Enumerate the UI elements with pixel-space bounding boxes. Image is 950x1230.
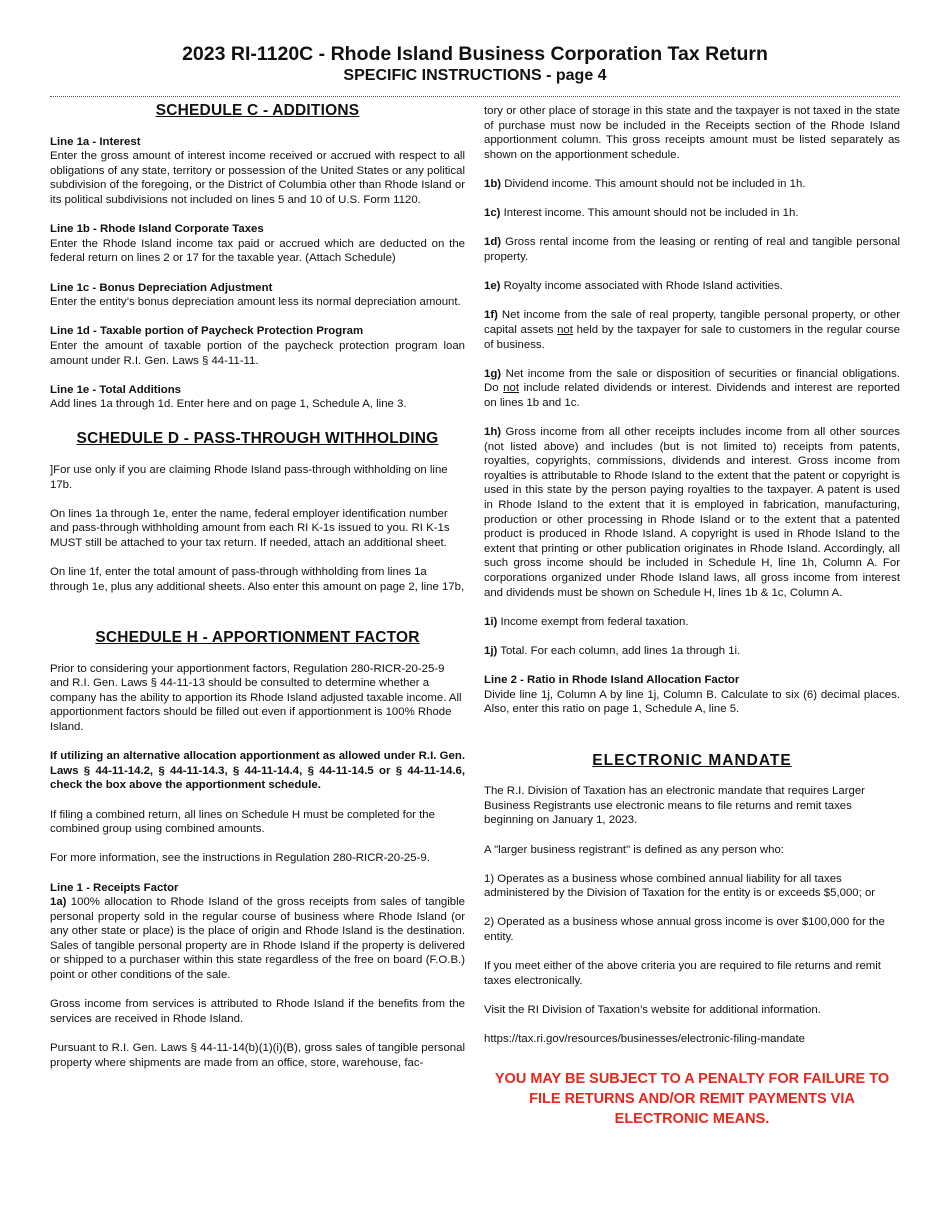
line-1g-net-income-securities: 1g) Net income from the sale or disposition of securities or financial obligations. Do not include related dividends or interest. Dividends and interest are reported on lines 1b and 1c. [484, 367, 901, 409]
line-2-ratio: Line 2 - Ratio in Rhode Island Allocation Factor Divide line 1j, Column A by line 1j, Column B. Calculate to six (6) decimal places. Also, enter this ratio on page 1, Schedule A, line 5. [484, 674, 900, 716]
dotted-divider [50, 96, 900, 97]
schedule-d-para-2: On lines 1a through 1e, enter the name, federal employer identification number and pass-through withholding amount from each RI K-1s issued to you. RI K-1s MUST still be attached to your tax return. If needed, attach an additional sheet. [50, 507, 450, 550]
line-1b-dividend: 1b) Dividend income. This amount should not be included in 1h. [484, 177, 806, 190]
line-1e-total-additions: Line 1e - Total Additions Add lines 1a through 1d. Enter here and on page 1, Schedule A, line 3. [50, 383, 407, 411]
mandate-para-5: If you meet either of the above criteria you are required to file returns and remit taxes electronically. [484, 960, 881, 987]
page-title: 2023 RI-1120C - Rhode Island Business Corporation Tax Return [182, 43, 768, 65]
mandate-para-3: 1) Operates as a business whose combined annual liability for all taxes administered by the Division of Taxation for the entity is or exceeds $5,000; or [484, 872, 876, 900]
schedule-h-para-4: For more information, see the instructions in Regulation 280-RICR-20-25-9. [50, 852, 430, 865]
schedule-d-para-1: ]For use only if you are claiming Rhode Island pass-through withholding on line 17b. [50, 464, 448, 491]
page-subtitle: SPECIFIC INSTRUCTIONS - page 4 [343, 67, 607, 84]
line-1f-net-income-property: 1f) Net income from the sale of real property, tangible personal property, or other capital assets not held by the taxpayer for sale to customers in the regular course of business. [484, 309, 900, 351]
mandate-para-4: 2) Operated as a business whose annual gross income is over $100,000 for the entity. [484, 916, 885, 944]
penalty-warning: YOU MAY BE SUBJECT TO A PENALTY FOR FAILURE TO FILE RETURNS AND/OR REMIT PAYMENTS VIA ELECTRONIC MEANS. [494, 1070, 890, 1127]
schedule-h-para-2: If utilizing an alternative allocation apportionment as allowed under R.I. Gen. Laws § 44-11-14.2, § 44-11-14.3, § 44-11-14.4, § 44-11-14.5 or § 44-11-14.6, check the box above the apportionment schedule. [50, 750, 465, 792]
line-1b-ri-taxes: Line 1b - Rhode Island Corporate Taxes Enter the Rhode Island income tax paid or accrued which are deducted on the federal return on lines 2 or 17 for the taxable year. (Attach Schedule) [50, 223, 465, 265]
line-1c-bonus-depreciation: Line 1c - Bonus Depreciation Adjustment Enter the entity’s bonus depreciation amount less its normal depreciation amount. [50, 281, 461, 309]
line-1j-total: 1j) Total. For each column, add lines 1a through 1i. [484, 644, 741, 657]
line-1h-other-receipts: 1h) Gross income from all other receipts includes income from all other sources (not listed above) and includes (but is not limited to) receipts from patents, royalties, copyrights, commissions, dividends and interest. Gross income from royalties is attributable to Rhode Island to the extent that the patent or copyright is used in this state by the person paying royalties to the taxpayer. A patent is used in Rhode Island to the extent that it is employed in fabrication, manufacturing, production or other processing in Rhode Island or to the extent that a patented product is produced in Rhode Island. A copyright is used in Rhode Island to the extent that printing or other publication originates in Rhode Island. Accordingly, all such gross income should be included in Schedule H, line 1h, Column A. For corporations organized under Rhode Island laws, all gross income from interest and dividends must be shown on Schedule H, lines 1b & 1c, Column A. [484, 426, 900, 599]
line-1e-royalty: 1e) Royalty income associated with Rhode Island activities. [484, 280, 783, 293]
right-column [484, 104, 900, 1129]
schedule-c-heading: SCHEDULE C - ADDITIONS [155, 102, 360, 119]
left-column [50, 104, 465, 1085]
receipts-continued: tory or other place of storage in this state and the taxpayer is not taxed in the state of purchase must now be included in the Receipts section of the Rhode Island apportionment column. This gross receipts amount must be listed separately as shown on the apportionment schedule. [484, 105, 900, 161]
mandate-para-1: The R.I. Division of Taxation has an electronic mandate that requires Larger Business Registrants use electronic means to file returns and remit taxes beginning on January 1, 2023. [484, 785, 865, 827]
line-1i-exempt: 1i) Income exempt from federal taxation. [484, 615, 689, 628]
schedule-h-heading: SCHEDULE H - APPORTIONMENT FACTOR [95, 629, 420, 646]
schedule-h-para-1: Prior to considering your apportionment factors, Regulation 280-RICR-20-25-9 and R.I. Gen. Laws § 44-11-13 should be consulted to determine whether a company has the ability to apportion its Rhode Island adjusted taxable income. All apportionment factors should be filled out even if apportionment is 100% Rhode Island. [50, 662, 462, 733]
schedule-h-para-6: Pursuant to R.I. Gen. Laws § 44-11-14(b)(1)(i)(B), gross sales of tangible personal property where shipments are made from an office, store, warehouse, fac- [50, 1042, 465, 1069]
line-1a-interest: Line 1a - Interest Enter the gross amount of interest income received or accrued with respect to all obligations of any state, territory or possession of the United States or any political subdivision of the foregoing, or the District of Columbia other than Rhode Island or its political subdivisions not included on lines 5 and 10 of U.S. Form 1120. [50, 135, 465, 206]
mandate-para-6: Visit the RI Division of Taxation’s website for additional information. [484, 1004, 821, 1017]
schedule-h-para-3: If filing a combined return, all lines on Schedule H must be completed for the combined group using combined amounts. [50, 808, 435, 836]
schedule-h-para-5: Gross income from services is attributed to Rhode Island if the benefits from the services are received in Rhode Island. [50, 998, 465, 1025]
page-header [0, 42, 950, 86]
electronic-mandate-heading: ELECTRONIC MANDATE [592, 751, 792, 769]
mandate-para-2: A "larger business registrant" is defined as any person who: [484, 843, 784, 856]
line-1c-interest: 1c) Interest income. This amount should not be included in 1h. [484, 207, 799, 220]
mandate-url[interactable]: https://tax.ri.gov/resources/businesses/electronic-filing-mandate [484, 1033, 805, 1046]
schedule-d-para-3: On line 1f, enter the total amount of pass-through withholding from lines 1a through 1e, plus any additional sheets. Also enter this amount on page 2, line 17b, [50, 566, 465, 593]
line-1d-ppp: Line 1d - Taxable portion of Paycheck Protection Program Enter the amount of taxable portion of the paycheck protection program loan amount under R.I. Gen. Laws § 44-11-11. [50, 325, 465, 367]
line-1-receipts-factor: Line 1 - Receipts Factor 1a) 100% allocation to Rhode Island of the gross receipts from sales of tangible personal property sold in the regular course of business where Rhode Island (or any other state or place) is the place of origin and Rhode Island is the destination. Sales of tangible personal property are in Rhode Island if the property is delivered or shipped to a purchaser within this state regardless of the free on board (F.O.B.) point or other conditions of the sale. [50, 881, 465, 982]
schedule-d-heading: SCHEDULE D - PASS-THROUGH WITHHOLDING [76, 430, 439, 448]
line-1d-rental: 1d) Gross rental income from the leasing or renting of real and tangible personal property. [484, 236, 900, 263]
